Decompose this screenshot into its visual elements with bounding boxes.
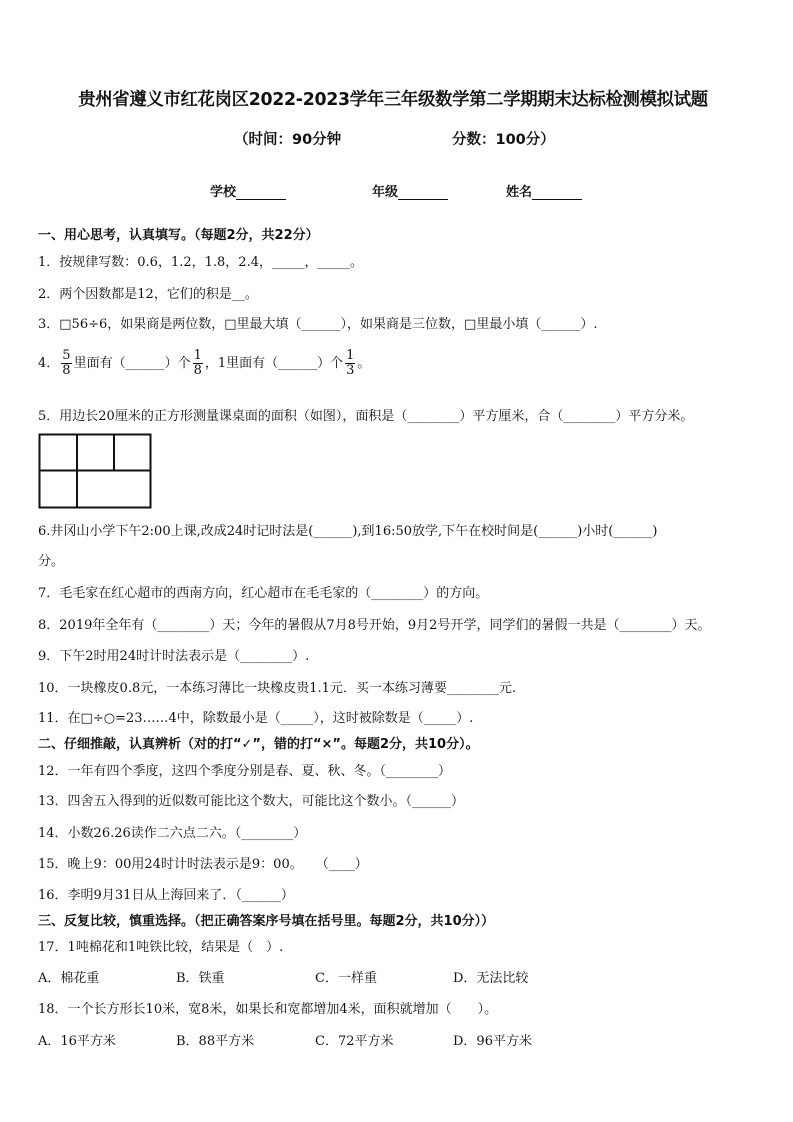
- question-16: 16．李明9月31日从上海回来了．（______）: [38, 888, 294, 903]
- q4-part2: ，1里面有（______）个: [204, 356, 344, 371]
- question-11: 11．在□÷○=23……4中，除数最小是（_____），这时被除数是（_____）.: [38, 711, 474, 726]
- question-18: 18．一个长方形长10米，宽8米，如果长和宽都增加4米，面积就增加（ ）。: [38, 1002, 498, 1017]
- q4-part1: 里面有（______）个: [73, 356, 191, 371]
- school-blank[interactable]: [236, 184, 286, 200]
- exam-time: （时间：90分钟: [234, 132, 342, 148]
- question-3: 3．□56÷6，如果商是两位数，□里最大填（______），如果商是三位数，□里最小填（______）.: [38, 317, 598, 332]
- name-blank[interactable]: [532, 184, 582, 200]
- q4-suffix: 。: [357, 356, 371, 371]
- school-field: [210, 181, 286, 200]
- question-8: 8．2019年全年有（________）天；今年的暑假从7月8号开始，9月2号开学，同学们的暑假一共是（________）天。: [38, 618, 711, 633]
- q17-option-a[interactable]: A．棉花重: [38, 971, 100, 986]
- q18-option-d[interactable]: D．96平方米: [453, 1034, 532, 1049]
- grade-blank[interactable]: [398, 184, 448, 200]
- section3-heading: 三、反复比较，慎重选择。（把正确答案序号填在括号里。每题2分，共10分））: [38, 914, 495, 929]
- grade-label: 年级: [372, 185, 399, 200]
- question-6: 6.井冈山小学下午2:00上课,改成24时记时法是(______),到16:50放学,下午在校时间是(______)小时(______): [38, 524, 658, 539]
- question-2: 2．两个因数都是12，它们的积是__。: [38, 287, 258, 302]
- desk-area-diagram: [38, 433, 154, 511]
- question-9: 9．下午2时用24时计时法表示是（________）.: [38, 649, 310, 664]
- q18-option-b[interactable]: B．88平方米: [176, 1034, 255, 1049]
- question-14: 14．小数26.26读作二六点二六。（________）: [38, 826, 307, 841]
- q18-option-c[interactable]: C．72平方米: [315, 1034, 394, 1049]
- question-1: 1．按规律写数：0.6，1.2，1.8，2.4，_____，_____。: [38, 255, 363, 270]
- exam-score: 分数：100分）: [452, 132, 555, 148]
- exam-title: 贵州省遵义市红花岗区2022-2023学年三年级数学第二学期期末达标检测模拟试题: [78, 90, 708, 110]
- q4-prefix: 4．: [38, 356, 60, 371]
- question-15: 15．晚上9：00用24时计时法表示是9：00。 （____）: [38, 857, 368, 872]
- q18-option-a[interactable]: A．16平方米: [38, 1034, 116, 1049]
- fraction-5-8: $\frac{5}{8}$: [62, 348, 71, 378]
- question-12: 12．一年有四个季度，这四个季度分别是春、夏、秋、冬。（________）: [38, 764, 452, 779]
- fraction-1-8: $\frac{1}{8}$: [193, 348, 202, 378]
- q17-option-b[interactable]: B．铁重: [176, 971, 225, 986]
- q17-option-d[interactable]: D．无法比较: [453, 971, 529, 986]
- name-field: [506, 181, 582, 200]
- question-10: 10．一块橡皮0.8元，一本练习薄比一块橡皮贵1.1元．买一本练习薄要________元.: [38, 681, 517, 696]
- question-6-continued: 分。: [38, 554, 65, 569]
- question-4: [38, 349, 370, 378]
- question-5: 5．用边长20厘米的正方形测量课桌面的面积（如图），面积是（________）平方厘米，合（________）平方分米。: [38, 409, 694, 424]
- question-7: 7．毛毛家在红心超市的西南方向，红心超市在毛毛家的（________）的方向。: [38, 586, 489, 601]
- q17-option-c[interactable]: C．一样重: [315, 971, 377, 986]
- question-13: 13．四舍五入得到的近似数可能比这个数大，可能比这个数小。（______）: [38, 794, 465, 809]
- section2-heading: 二、仔细推敲，认真辨析（对的打“✓”，错的打“×”。每题2分，共10分）。: [38, 737, 479, 752]
- section1-heading: 一、用心思考，认真填写。（每题2分，共22分）: [38, 228, 319, 243]
- grade-field: [372, 181, 448, 200]
- school-label: 学校: [210, 185, 237, 200]
- name-label: 姓名: [506, 185, 533, 200]
- question-17: 17．1吨棉花和1吨铁比较，结果是（ ）.: [38, 940, 284, 955]
- fraction-1-3: $\frac{1}{3}$: [346, 348, 355, 378]
